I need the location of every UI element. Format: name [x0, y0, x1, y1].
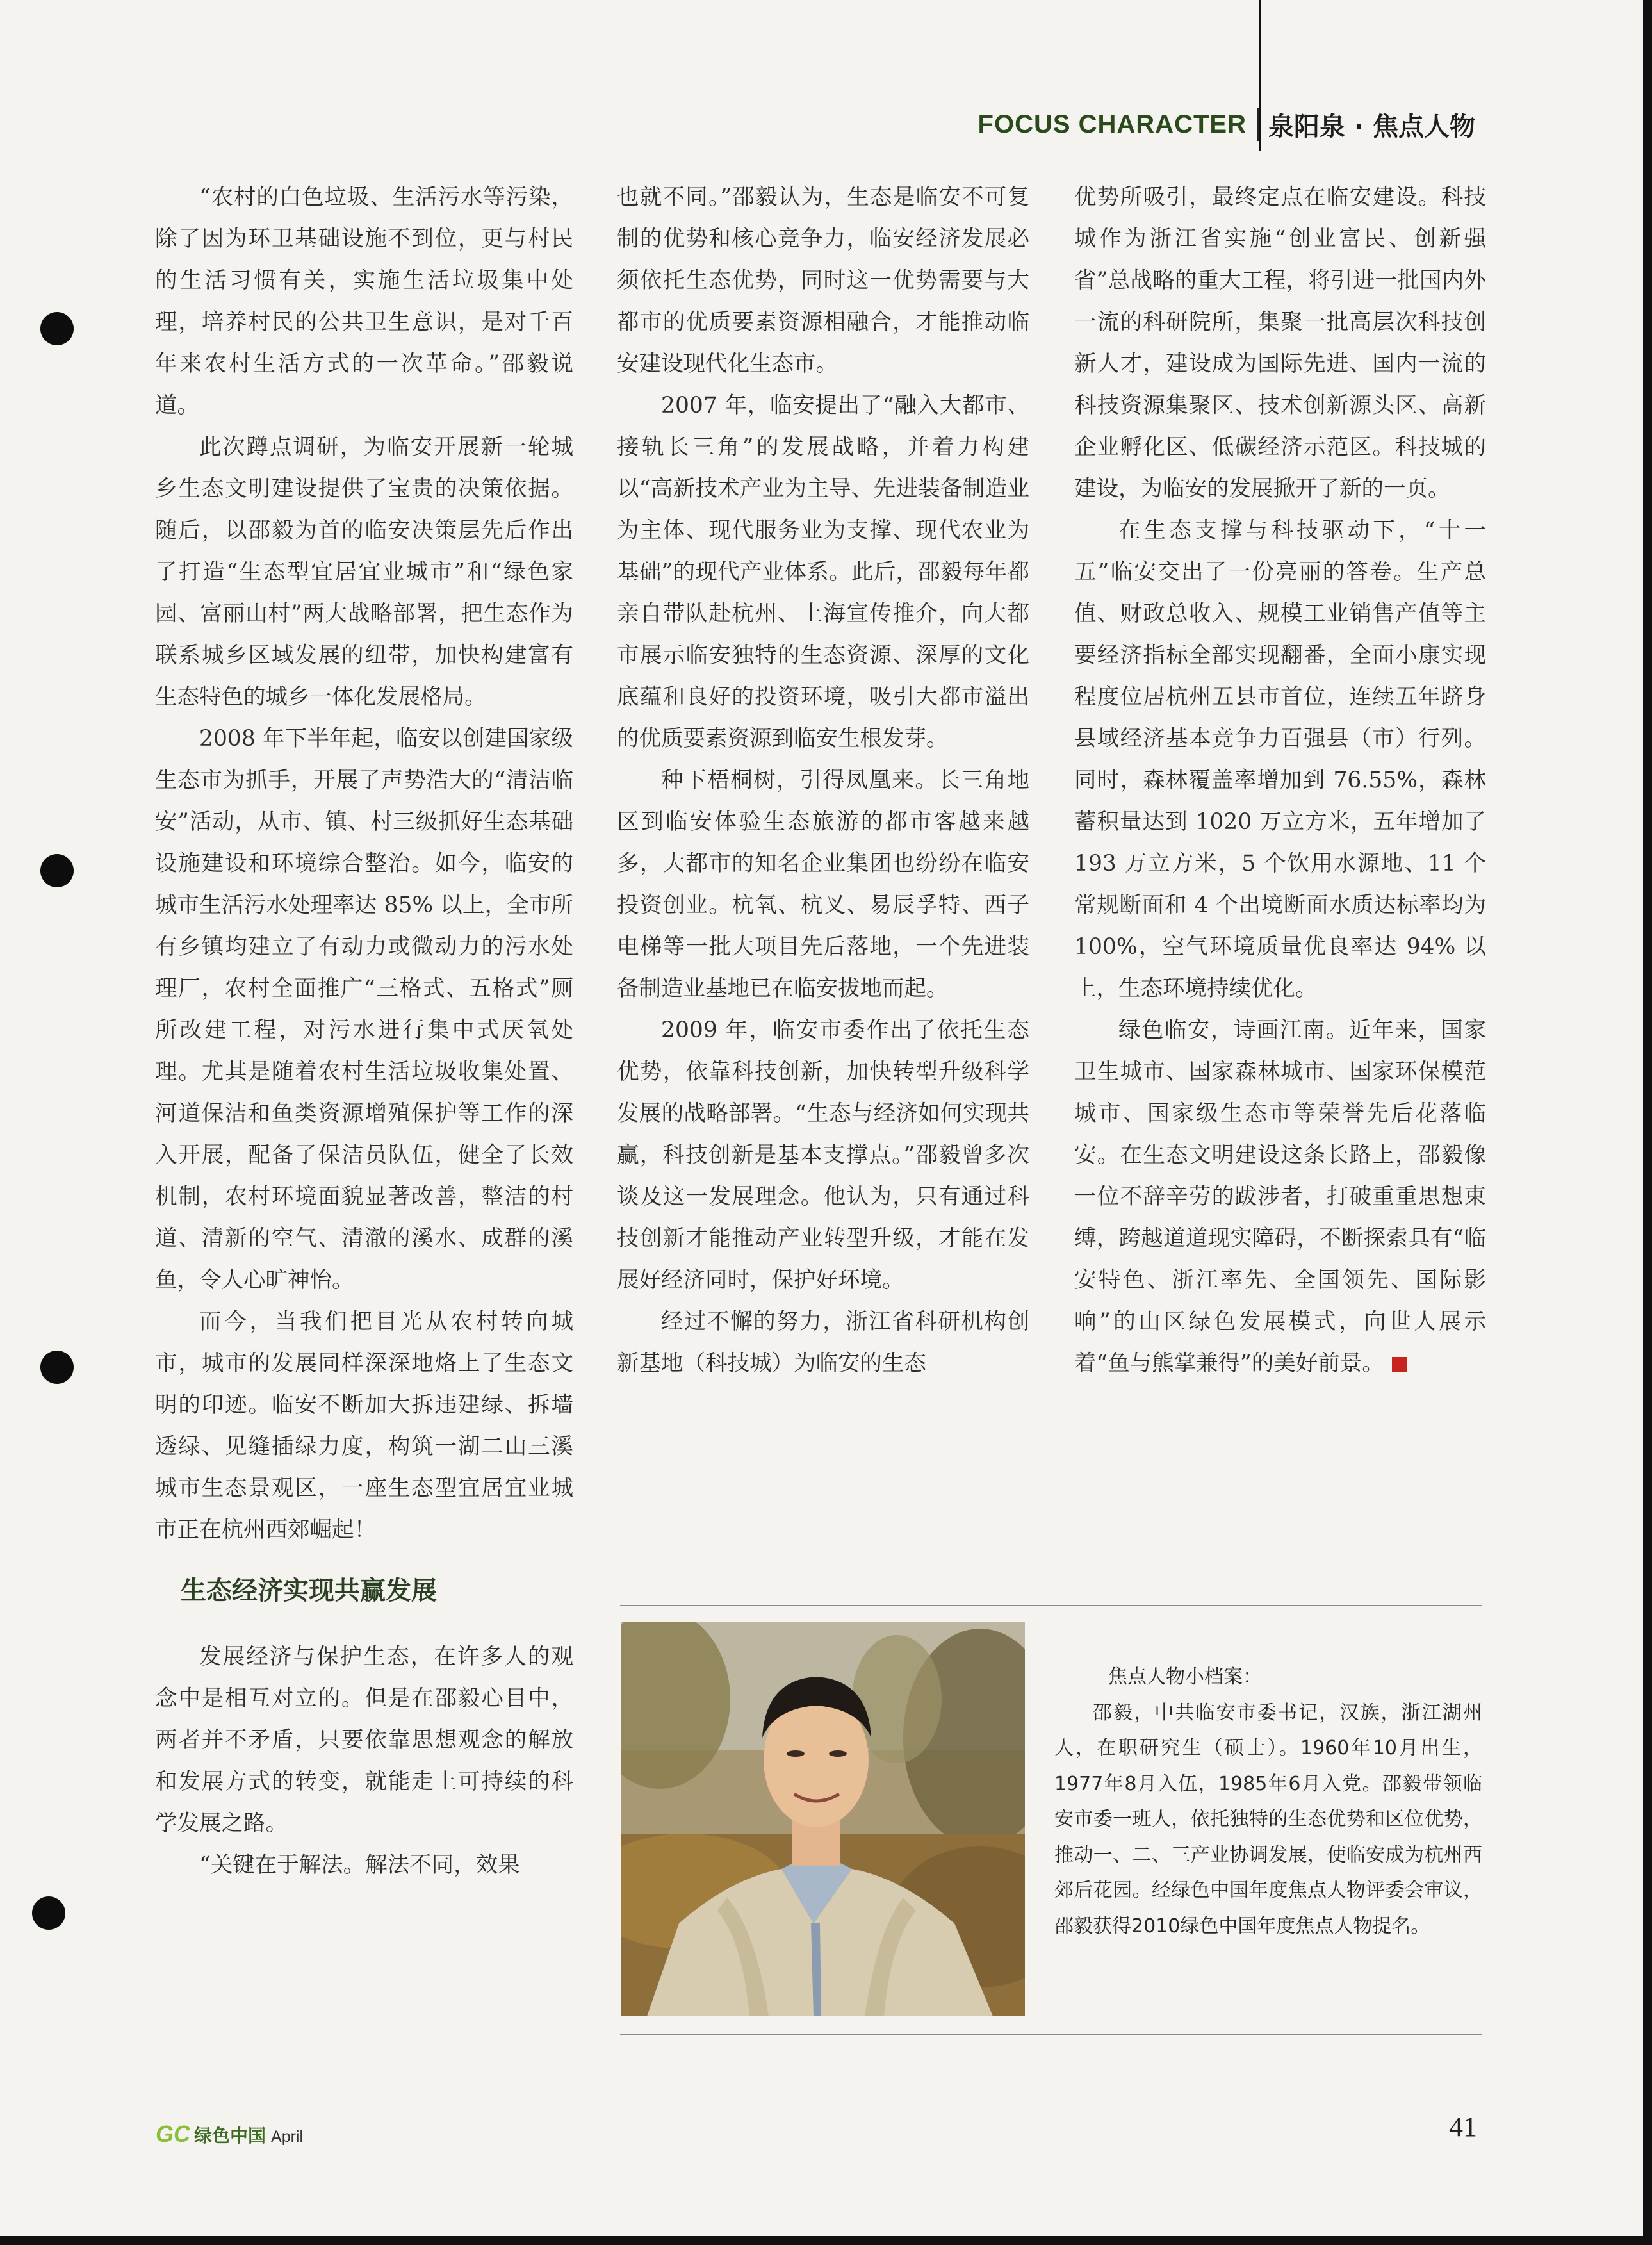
character-profile	[1054, 1659, 1482, 1944]
issue-month: April	[271, 2128, 304, 2146]
binding-hole	[32, 1896, 65, 1930]
paragraph: 种下梧桐树，引得凤凰来。长三角地区到临安体验生态旅游的都市客越来越多，大都市的知名企业集团也纷纷在临安投资创业。杭氧、杭叉、易辰孚特、西子电梯等一批大项目先后落地，一个先进装备制造业基地已在临安拔地而起。	[617, 768, 1029, 1001]
scan-edge-bottom	[0, 2236, 1652, 2245]
logo-mark: GC	[156, 2121, 190, 2147]
portrait-photo	[621, 1622, 1025, 2016]
profile-title: 焦点人物小档案：	[1108, 1666, 1262, 1688]
paragraph: 发展经济与保护生态，在许多人的观念中是相互对立的。但是在邵毅心目中，两者并不矛盾，只要依靠思想观念的解放和发展方式的转变，就能走上可持续的科学发展之路。	[155, 1644, 573, 1836]
profile-top-rule	[620, 1605, 1482, 1606]
paragraph: 优势所吸引，最终定点在临安建设。科技城作为浙江省实施“创业富民、创新强省”总战略的重大工程，将引进一批国内外一流的科研院所，集聚一批高层次科技创新人才，建设成为国际先进、国内一流的科技资源集聚区、技术创新源头区、高新企业孵化区、低碳经济示范区。科技城的建设，为临安的发展掀开了新的一页。	[1074, 185, 1486, 502]
binding-hole	[40, 854, 74, 887]
paragraph: 此次蹲点调研，为临安开展新一轮城乡生态文明建设提供了宝贵的决策依据。随后，以邵毅为首的临安决策层先后作出了打造“生态型宜居宜业城市”和“绿色家园、富丽山村”两大战略部署，把生态作为联系城乡区域发展的纽带，加快构建富有生态特色的城乡一体化发展格局。	[155, 434, 573, 710]
article-column-1	[155, 177, 573, 1886]
portrait-illustration	[621, 1622, 1025, 2016]
binding-hole	[40, 1351, 74, 1384]
article-end-mark	[1392, 1357, 1407, 1372]
magazine-name: 绿色中国	[194, 2125, 266, 2146]
paragraph	[1074, 1010, 1486, 1385]
paragraph: 2009 年，临安市委作出了依托生态优势，依靠科技创新，加快转型升级科学发展的战略部署。“生态与经济如何实现共赢，科技创新是基本支撑点。”邵毅曾多次谈及这一发展理念。他认为，只有通过科技创新才能推动产业转型升级，才能在发展好经济同时，保护好环境。	[617, 1017, 1029, 1293]
scan-edge-right	[1643, 0, 1652, 2245]
paragraph-text: 绿色临安，诗画江南。近年来，国家卫生城市、国家森林城市、国家环保模范城市、国家级生态市等荣誉先后花落临安。在生态文明建设这条长路上，邵毅像一位不辞辛劳的跋涉者，打破重重思想束缚，跨越道道现实障碍，不断探索具有“临安特色、浙江率先、全国领先、国际影响”的山区绿色发展模式，向世人展示着“鱼与熊掌兼得”的美好前景。	[1074, 1017, 1486, 1376]
section-title-cn: 泉阳泉 · 焦点人物	[1268, 111, 1475, 142]
paragraph: 在生态支撑与科技驱动下，“十一五”临安交出了一份亮丽的答卷。生产总值、财政总收入、规模工业销售产值等主要经济指标全部实现翻番，全面小康实现程度位居杭州五县市首位，连续五年跻身县域经济基本竞争力百强县（市）行列。同时，森林覆盖率增加到 76.55%，森林蓄积量达到 1020 万立方米，五年增加了 193 万立方米，5 个饮用水源地、11 个常规断面和 4 个出境断面水质达标率均为 100%，空气环境质量优良率达 94% 以上，生态环境持续优化。	[1074, 518, 1486, 1001]
paragraph: 经过不懈的努力，浙江省科研机构创新基地（科技城）为临安的生态	[617, 1309, 1029, 1376]
section-heading: 生态经济实现共赢发展	[181, 1576, 437, 1606]
article-column-2	[617, 177, 1029, 1385]
header-divider	[1257, 108, 1259, 141]
paragraph: 2007 年，临安提出了“融入大都市、接轨长三角”的发展战略，并着力构建以“高新技术产业为主导、先进装备制造业为主体、现代服务业为支撑、现代农业为基础”的现代产业体系。此后，邵毅每年都亲自带队赴杭州、上海宣传推介，向大都市展示临安独特的生态资源、深厚的文化底蕴和良好的投资环境，吸引大都市溢出的优质要素资源到临安生根发芽。	[617, 393, 1029, 752]
paragraph: “农村的白色垃圾、生活污水等污染，除了因为环卫基础设施不到位，更与村民的生活习惯有关，实施生活垃圾集中处理，培养村民的公共卫生意识，是对千百年来农村生活方式的一次革命。”邵毅说道。	[155, 185, 573, 418]
profile-bottom-rule	[620, 2034, 1482, 2035]
paragraph: 2008 年下半年起，临安以创建国家级生态市为抓手，开展了声势浩大的“清洁临安”活动，从市、镇、村三级抓好生态基础设施建设和环境综合整治。如今，临安的城市生活污水处理率达 85% 以上，全市所有乡镇均建立了有动力或微动力的污水处理厂，农村全面推广“三格式、五格式”厕所改建工程，对污水进行集中式厌氧处理。尤其是随着农村生活垃圾收集处置、河道保洁和鱼类资源增殖保护等工作的深入开展，配备了保洁员队伍，健全了长效机制，农村环境面貌显著改善，整洁的村道、清新的空气、清澈的溪水、成群的溪鱼，令人心旷神怡。	[155, 726, 573, 1293]
paragraph: 也就不同。”邵毅认为，生态是临安不可复制的优势和核心竞争力，临安经济发展必须依托生态优势，同时这一优势需要与大都市的优质要素资源相融合，才能推动临安建设现代化生态市。	[617, 185, 1029, 377]
page-number: 41	[1449, 2111, 1477, 2142]
magazine-logo	[156, 2121, 303, 2148]
binding-hole	[40, 312, 74, 345]
article-column-3	[1074, 177, 1486, 1385]
paragraph: 而今，当我们把目光从农村转向城市，城市的发展同样深深地烙上了生态文明的印迹。临安不断加大拆违建绿、拆墙透绿、见缝插绿力度，构筑一湖二山三溪城市生态景观区，一座生态型宜居宜业城市正在杭州西郊崛起！	[155, 1309, 573, 1543]
profile-text: 邵毅，中共临安市委书记，汉族，浙江湖州人，在职研究生（硕士）。1960年10月出生，1977年8月入伍，1985年6月入党。邵毅带领临安市委一班人，依托独特的生态优势和区位优势，推动一、二、三产业协调发展，使临安成为杭州西郊后花园。经绿色中国年度焦点人物评委会审议，邵毅获得2010绿色中国年度焦点人物提名。	[1054, 1701, 1482, 1937]
section-title-en: FOCUS CHARACTER	[977, 110, 1247, 138]
section-header	[978, 105, 1475, 144]
paragraph: “关键在于解法。解法不同，效果	[199, 1852, 520, 1878]
